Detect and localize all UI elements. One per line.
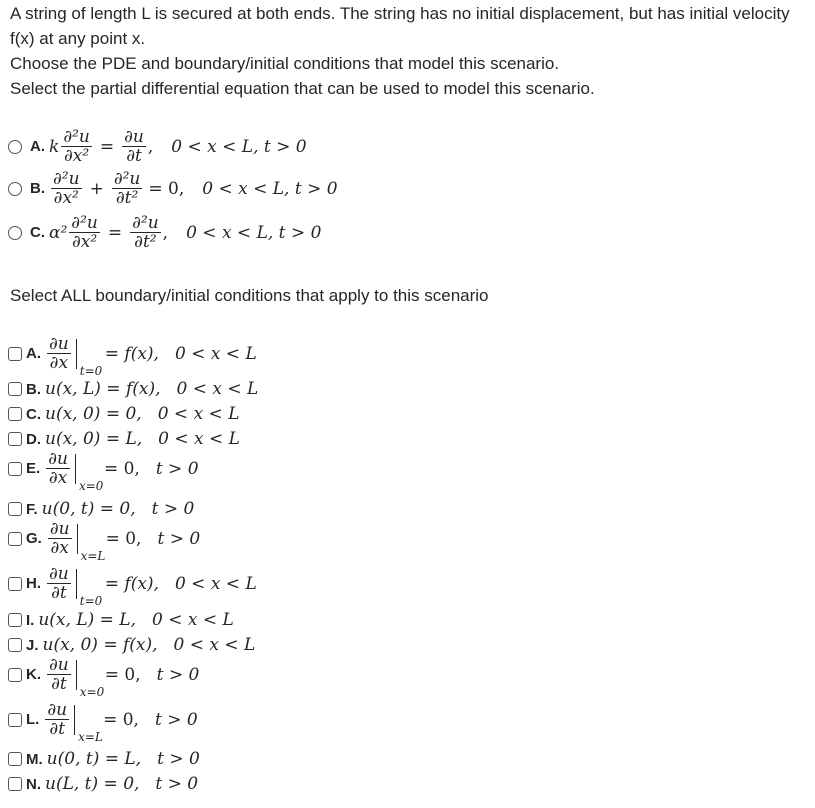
evaluation-bar	[75, 454, 104, 493]
radio-button[interactable]	[8, 140, 22, 154]
question-line-3: Choose the PDE and boundary/initial conditions that model this scenario.	[10, 54, 560, 73]
pde-lhs-fraction: $\frac{\text{∂²u}}{\text{∂x²}}$	[63, 127, 90, 166]
evaluation-bar	[77, 524, 106, 563]
bc-option-l[interactable]	[8, 700, 198, 744]
evaluation-bar	[76, 569, 103, 608]
checkbox[interactable]	[8, 432, 22, 446]
bc-domain: t > 0	[155, 774, 199, 794]
checkbox[interactable]	[8, 577, 22, 591]
bc-option-m[interactable]	[8, 749, 200, 769]
pde-option-a[interactable]: A. k $\frac{\text{∂²u}}{\text{∂x²}}$ = $\frac{\partial u}{\partial t}$ , 0 < x < L, t > 0	[8, 128, 307, 165]
option-label: B.	[30, 180, 45, 197]
bc-equation: u(x, 0) = f(x),	[42, 635, 158, 655]
bc-option-i[interactable]	[8, 610, 234, 630]
pde-domain: 0 < x < L, t > 0	[171, 136, 307, 157]
bc-rhs: = 0,	[103, 458, 140, 479]
checkbox[interactable]	[8, 777, 22, 791]
pde-prefix: α²	[49, 222, 68, 243]
pde-prefix: k	[49, 136, 60, 157]
bc-fraction: $\frac{\partial u}{\partial t}$	[49, 564, 69, 603]
option-label: D.	[26, 430, 41, 448]
bc-domain: 0 < x < L	[174, 343, 257, 364]
question-line-1: A string of length L is secured at both ends. The string has no initial displacement, but has initial velocity	[10, 4, 790, 23]
evaluation-subscript: x=0	[78, 478, 104, 493]
bc-equation: u(x, 0) = L,	[45, 429, 143, 449]
checkbox[interactable]	[8, 502, 22, 516]
bc-domain: 0 < x < L	[176, 379, 259, 399]
bc-fraction: $\frac{\partial u}{\partial x}$	[49, 334, 69, 373]
bc-equation: u(x, L) = L,	[38, 610, 136, 630]
evaluation-subscript: t=0	[79, 593, 103, 608]
evaluation-bar	[76, 660, 105, 699]
evaluation-subscript: t=0	[79, 363, 103, 378]
bc-domain: 0 < x < L	[158, 429, 240, 449]
evaluation-bar	[76, 339, 103, 378]
option-label: I.	[26, 611, 35, 629]
pde-rhs-fraction: $\frac{\partial u}{\partial t}$	[124, 127, 144, 166]
pde-option-b[interactable]: B. $\frac{\text{∂²u}}{\text{∂x²}}$ + $\frac{\text{∂²u}}{\text{∂t²}}$ = 0, 0 < x < L, t > 0	[8, 170, 338, 207]
radio-button[interactable]	[8, 182, 22, 196]
bc-domain: t > 0	[156, 664, 200, 685]
bc-equation: u(0, t) = L,	[46, 749, 142, 769]
checkbox[interactable]	[8, 382, 22, 396]
bc-domain: t > 0	[157, 528, 201, 549]
bc-equation: u(x, 0) = 0,	[45, 404, 142, 424]
checkbox[interactable]	[8, 532, 22, 546]
bc-option-h[interactable]	[8, 564, 257, 608]
option-label: E.	[26, 460, 41, 477]
bc-option-j[interactable]	[8, 635, 255, 655]
option-label: J.	[26, 636, 39, 654]
bc-rhs: = f(x),	[104, 573, 159, 594]
bc-option-d[interactable]	[8, 429, 240, 449]
bc-fraction: $\frac{\partial u}{\partial t}$	[49, 655, 69, 694]
bc-fraction: $\frac{\partial u}{\partial t}$	[47, 700, 68, 739]
option-label: K.	[26, 666, 41, 683]
pde-lhs-fraction: $\frac{\text{∂²u}}{\text{∂x²}}$	[71, 213, 98, 252]
option-label: H.	[26, 575, 41, 592]
bc-equation: u(x, L) = f(x),	[45, 379, 161, 399]
pde-domain: 0 < x < L, t > 0	[186, 222, 322, 243]
bc-option-n[interactable]	[8, 774, 198, 794]
option-label: A.	[26, 345, 41, 362]
bc-domain: 0 < x < L	[173, 635, 256, 655]
option-label: M.	[26, 750, 43, 768]
checkbox[interactable]	[8, 638, 22, 652]
pde-lhs-fraction: $\frac{\text{∂²u}}{\text{∂x²}}$	[53, 169, 80, 208]
radio-button[interactable]	[8, 226, 22, 240]
pde-rhs: = 0,	[148, 178, 185, 199]
option-label: A.	[30, 138, 45, 155]
bc-domain: t > 0	[154, 709, 198, 730]
bc-fraction: $\frac{\partial u}{\partial x}$	[49, 519, 70, 558]
bc-domain: 0 < x < L	[157, 404, 240, 424]
evaluation-bar	[74, 705, 103, 744]
evaluation-subscript: x=L	[78, 729, 103, 744]
bc-option-a[interactable]	[8, 334, 257, 378]
checkbox[interactable]	[8, 347, 22, 361]
bc-option-b[interactable]	[8, 379, 258, 399]
option-label: B.	[26, 380, 41, 398]
bc-option-g[interactable]	[8, 519, 201, 563]
bc-option-e[interactable]	[8, 449, 199, 493]
option-label: L.	[26, 711, 40, 728]
bc-domain: 0 < x < L	[174, 573, 257, 594]
checkbox[interactable]	[8, 713, 22, 727]
bc-option-f[interactable]	[8, 499, 194, 519]
bc-domain: t > 0	[151, 499, 195, 519]
bc-domain: t > 0	[157, 749, 200, 769]
pde-domain: 0 < x < L, t > 0	[202, 178, 338, 199]
bc-rhs: = 0,	[104, 664, 141, 685]
bc-prompt: Select ALL boundary/initial conditions that apply to this scenario	[10, 286, 489, 305]
pde-rhs-fraction: $\frac{\text{∂²u}}{\text{∂t²}}$	[113, 169, 141, 208]
pde-option-c[interactable]: C. α² $\frac{\text{∂²u}}{\text{∂x²}}$ = $\frac{\text{∂²u}}{\text{∂t²}}$ , 0 < x < L, t > 0	[8, 214, 321, 251]
option-label: G.	[26, 530, 42, 547]
bc-equation: u(0, t) = 0,	[41, 499, 136, 519]
bc-rhs: = f(x),	[104, 343, 159, 364]
bc-domain: 0 < x < L	[152, 610, 234, 630]
bc-option-k[interactable]	[8, 655, 200, 699]
bc-fraction: $\frac{\partial u}{\partial x}$	[48, 449, 68, 488]
option-label: N.	[26, 775, 41, 793]
question-line-2: f(x) at any point x.	[10, 29, 146, 48]
bc-option-c[interactable]	[8, 404, 240, 424]
pde-rhs-fraction: $\frac{\text{∂²u}}{\text{∂t²}}$	[132, 213, 159, 252]
option-label: C.	[26, 405, 41, 423]
question-line-4: Select the partial differential equation that can be used to model this scenario.	[10, 79, 595, 98]
option-label: F.	[26, 500, 38, 518]
bc-equation: u(L, t) = 0,	[45, 774, 140, 794]
checkbox[interactable]	[8, 462, 22, 476]
checkbox[interactable]	[8, 752, 22, 766]
checkbox[interactable]	[8, 613, 22, 627]
option-label: C.	[30, 224, 45, 241]
evaluation-subscript: x=0	[79, 684, 105, 699]
bc-rhs: = 0,	[105, 528, 142, 549]
bc-rhs: = 0,	[103, 709, 139, 730]
bc-domain: t > 0	[155, 458, 199, 479]
evaluation-subscript: x=L	[80, 548, 106, 563]
checkbox[interactable]	[8, 668, 22, 682]
checkbox[interactable]	[8, 407, 22, 421]
